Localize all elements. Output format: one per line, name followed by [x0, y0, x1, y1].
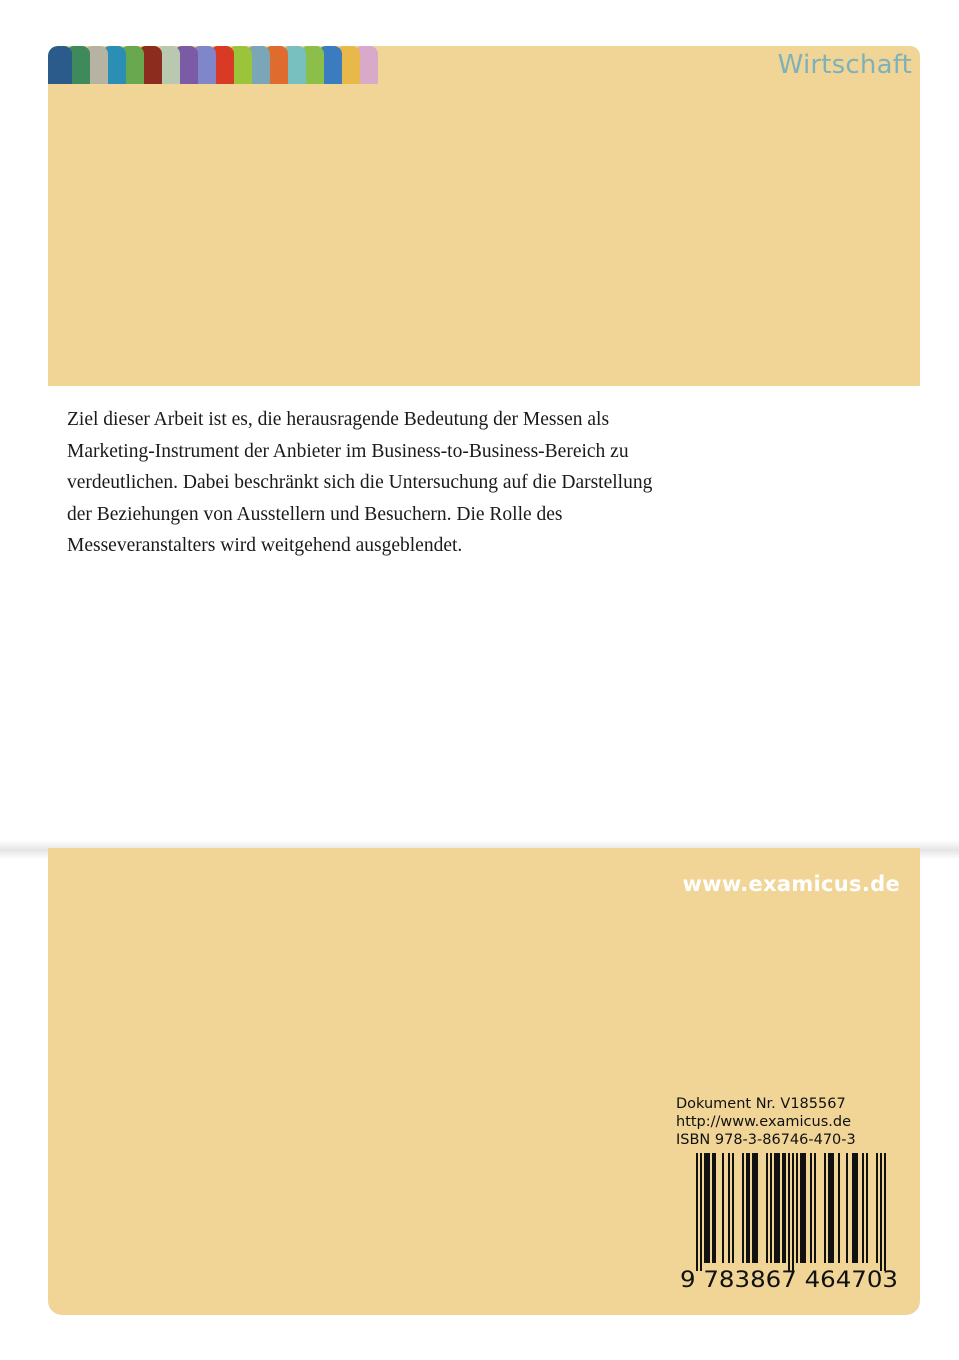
barcode-bar	[706, 1153, 708, 1263]
barcode-bar	[742, 1153, 744, 1263]
document-number: Dokument Nr. V185567	[676, 1096, 846, 1112]
barcode-bar	[788, 1153, 790, 1271]
barcode-bar	[756, 1153, 758, 1263]
barcode-bar	[766, 1153, 768, 1263]
isbn-number: ISBN 978-3-86746-470-3	[676, 1132, 856, 1148]
description-line: Ziel dieser Arbeit ist es, die herausragende Bedeutung der Messen als	[67, 409, 610, 430]
barcode-bar	[752, 1153, 754, 1263]
isbn-barcode	[676, 1153, 902, 1291]
barcode-bar	[754, 1153, 756, 1263]
barcode-bar	[824, 1153, 826, 1263]
publisher-website: www.examicus.de	[682, 872, 900, 896]
barcode-bar	[846, 1153, 848, 1263]
barcode-bar	[784, 1153, 786, 1263]
category-label: Wirtschaft	[777, 50, 912, 80]
description-line: der Beziehungen von Ausstellern und Besuchern. Die Rolle des	[67, 503, 563, 525]
document-info	[676, 1095, 906, 1149]
barcode-bars	[696, 1153, 886, 1271]
publisher-url: http://www.examicus.de	[676, 1114, 852, 1130]
barcode-bar	[884, 1153, 886, 1271]
barcode-bar	[796, 1153, 798, 1263]
barcode-bar	[832, 1153, 834, 1263]
barcode-bar	[802, 1153, 804, 1263]
barcode-bar	[714, 1153, 716, 1263]
top-cover-panel	[48, 46, 920, 386]
barcode-bar	[728, 1153, 730, 1263]
barcode-bar	[800, 1153, 802, 1263]
barcode-bar	[828, 1153, 830, 1263]
barcode-bar	[704, 1153, 706, 1263]
barcode-bar	[700, 1153, 702, 1271]
barcode-bar	[696, 1153, 698, 1271]
barcode-bar	[838, 1153, 840, 1263]
spine-color-tabs	[48, 46, 388, 84]
spine-tab	[48, 46, 72, 84]
barcode-bar	[810, 1153, 812, 1263]
barcode-bar	[862, 1153, 864, 1263]
barcode-bar	[774, 1153, 776, 1263]
barcode-bar	[804, 1153, 806, 1263]
barcode-bar	[876, 1153, 878, 1263]
description-line: verdeutlichen. Dabei beschränkt sich die Untersuchung auf die Darstellung	[67, 472, 653, 493]
barcode-bar	[866, 1153, 868, 1263]
description-line: Marketing-Instrument der Anbieter im Business-to-Business-Bereich zu	[67, 440, 629, 462]
barcode-bar	[792, 1153, 794, 1271]
barcode-bar	[776, 1153, 778, 1263]
description-line: Messeveranstalters wird weitgehend ausgeblendet.	[67, 535, 463, 556]
barcode-bar	[880, 1153, 882, 1271]
barcode-bar	[770, 1153, 772, 1263]
barcode-bar	[712, 1153, 714, 1263]
barcode-bar	[854, 1153, 856, 1263]
barcode-bar	[708, 1153, 710, 1263]
barcode-bar	[830, 1153, 832, 1263]
barcode-bar	[814, 1153, 816, 1263]
barcode-bar	[856, 1153, 858, 1263]
barcode-bar	[722, 1153, 724, 1263]
barcode-bar	[746, 1153, 748, 1263]
barcode-bar	[748, 1153, 750, 1263]
barcode-bar	[732, 1153, 734, 1263]
barcode-bar	[778, 1153, 780, 1263]
barcode-bar	[782, 1153, 784, 1263]
barcode-bar	[852, 1153, 854, 1263]
book-description	[67, 404, 827, 562]
barcode-digits: 9 783867 464703	[680, 1268, 898, 1291]
